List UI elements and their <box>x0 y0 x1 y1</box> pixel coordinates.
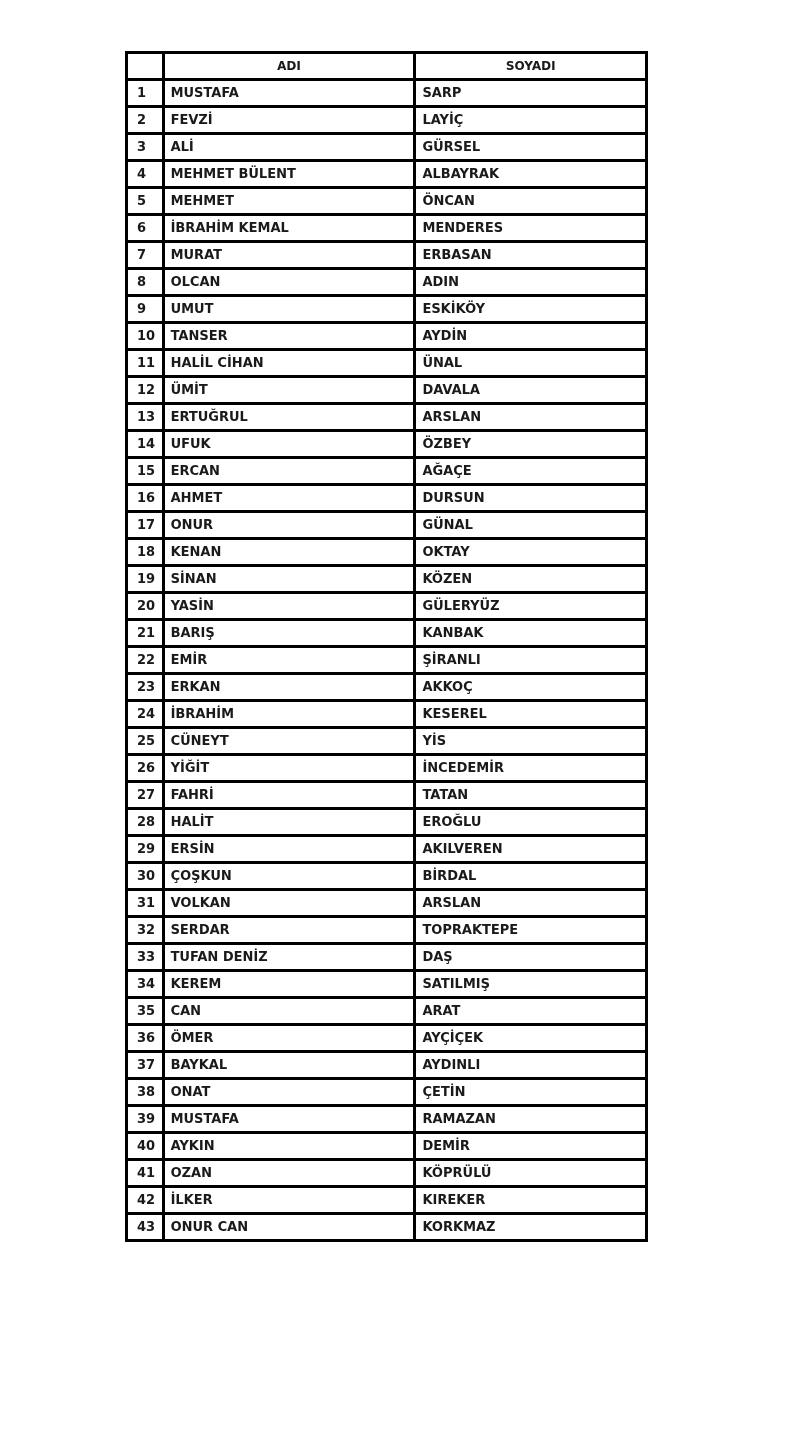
first-name-cell: FEVZİ <box>163 107 415 134</box>
table-row <box>127 566 647 593</box>
table-row <box>127 647 647 674</box>
row-number: 14 <box>127 431 164 458</box>
row-number: 38 <box>127 1079 164 1106</box>
row-number: 7 <box>127 242 164 269</box>
last-name-cell: EROĞLU <box>415 809 647 836</box>
last-name-cell: DAVALA <box>415 377 647 404</box>
table-row <box>127 620 647 647</box>
table-row <box>127 755 647 782</box>
first-name-cell: FAHRİ <box>163 782 415 809</box>
table-row <box>127 836 647 863</box>
last-name-cell: ARAT <box>415 998 647 1025</box>
first-name-cell: HALİT <box>163 809 415 836</box>
table-row <box>127 917 647 944</box>
row-number: 21 <box>127 620 164 647</box>
first-name-cell: ÖMER <box>163 1025 415 1052</box>
first-name-cell: BAYKAL <box>163 1052 415 1079</box>
row-number: 43 <box>127 1214 164 1241</box>
last-name-cell: KIREKER <box>415 1187 647 1214</box>
last-name-cell: AYDINLI <box>415 1052 647 1079</box>
last-name-cell: AKKOÇ <box>415 674 647 701</box>
last-name-cell: KESEREL <box>415 701 647 728</box>
first-name-cell: İBRAHİM <box>163 701 415 728</box>
last-name-cell: ESKİKÖY <box>415 296 647 323</box>
table-body <box>127 80 647 1241</box>
row-number: 10 <box>127 323 164 350</box>
row-number: 22 <box>127 647 164 674</box>
first-name-cell: OLCAN <box>163 269 415 296</box>
table-row <box>127 809 647 836</box>
first-name-cell: AYKIN <box>163 1133 415 1160</box>
table-row <box>127 1025 647 1052</box>
first-name-cell: YASİN <box>163 593 415 620</box>
first-name-cell: ALİ <box>163 134 415 161</box>
row-number: 4 <box>127 161 164 188</box>
table-row <box>127 1052 647 1079</box>
first-name-cell: UFUK <box>163 431 415 458</box>
last-name-cell: RAMAZAN <box>415 1106 647 1133</box>
row-number: 6 <box>127 215 164 242</box>
row-number: 16 <box>127 485 164 512</box>
last-name-cell: AYDİN <box>415 323 647 350</box>
first-name-cell: MUSTAFA <box>163 1106 415 1133</box>
last-name-cell: KÖPRÜLÜ <box>415 1160 647 1187</box>
table-row <box>127 350 647 377</box>
table-row <box>127 80 647 107</box>
table-row <box>127 1106 647 1133</box>
last-name-cell: GÜNAL <box>415 512 647 539</box>
row-number: 11 <box>127 350 164 377</box>
last-name-cell: OKTAY <box>415 539 647 566</box>
table-row <box>127 998 647 1025</box>
table-row <box>127 485 647 512</box>
row-number: 30 <box>127 863 164 890</box>
first-name-cell: MEHMET <box>163 188 415 215</box>
first-name-cell: YİĞİT <box>163 755 415 782</box>
row-number: 8 <box>127 269 164 296</box>
table-row <box>127 242 647 269</box>
row-number: 39 <box>127 1106 164 1133</box>
first-name-cell: MUSTAFA <box>163 80 415 107</box>
table-row <box>127 269 647 296</box>
row-number: 5 <box>127 188 164 215</box>
last-name-cell: KORKMAZ <box>415 1214 647 1241</box>
first-name-cell: SERDAR <box>163 917 415 944</box>
last-name-cell: MENDERES <box>415 215 647 242</box>
row-number: 27 <box>127 782 164 809</box>
first-name-cell: VOLKAN <box>163 890 415 917</box>
row-number: 36 <box>127 1025 164 1052</box>
table-row <box>127 458 647 485</box>
row-number: 26 <box>127 755 164 782</box>
row-number: 17 <box>127 512 164 539</box>
last-name-cell: TATAN <box>415 782 647 809</box>
table-row <box>127 728 647 755</box>
table-row <box>127 782 647 809</box>
last-name-cell: ADIN <box>415 269 647 296</box>
row-number: 32 <box>127 917 164 944</box>
last-name-cell: TOPRAKTEPE <box>415 917 647 944</box>
table-row <box>127 323 647 350</box>
row-number: 20 <box>127 593 164 620</box>
table-row <box>127 296 647 323</box>
row-number: 2 <box>127 107 164 134</box>
row-number: 3 <box>127 134 164 161</box>
row-number: 9 <box>127 296 164 323</box>
table-row <box>127 1187 647 1214</box>
first-name-cell: KEREM <box>163 971 415 998</box>
table-row <box>127 1160 647 1187</box>
last-name-cell: AĞAÇE <box>415 458 647 485</box>
table-row <box>127 377 647 404</box>
row-number: 1 <box>127 80 164 107</box>
first-name-cell: TANSER <box>163 323 415 350</box>
table-row <box>127 512 647 539</box>
row-number: 28 <box>127 809 164 836</box>
table-row <box>127 1133 647 1160</box>
first-name-cell: ONUR CAN <box>163 1214 415 1241</box>
first-name-cell: ÇOŞKUN <box>163 863 415 890</box>
first-name-cell: AHMET <box>163 485 415 512</box>
last-name-cell: ÖZBEY <box>415 431 647 458</box>
table-row <box>127 161 647 188</box>
row-number: 18 <box>127 539 164 566</box>
last-name-cell: AYÇİÇEK <box>415 1025 647 1052</box>
table-row <box>127 404 647 431</box>
row-number: 13 <box>127 404 164 431</box>
row-number: 29 <box>127 836 164 863</box>
first-name-cell: KENAN <box>163 539 415 566</box>
table-row <box>127 674 647 701</box>
row-number: 23 <box>127 674 164 701</box>
first-name-cell: BARIŞ <box>163 620 415 647</box>
last-name-cell: KANBAK <box>415 620 647 647</box>
names-table <box>125 51 648 1242</box>
row-number: 42 <box>127 1187 164 1214</box>
last-name-cell: YİS <box>415 728 647 755</box>
table-row <box>127 890 647 917</box>
first-name-cell: ONUR <box>163 512 415 539</box>
table-header-row <box>127 53 647 80</box>
last-name-cell: SARP <box>415 80 647 107</box>
table-row <box>127 107 647 134</box>
last-name-cell: DURSUN <box>415 485 647 512</box>
row-number: 34 <box>127 971 164 998</box>
last-name-cell: DEMİR <box>415 1133 647 1160</box>
table-row <box>127 701 647 728</box>
table-row <box>127 593 647 620</box>
row-number: 25 <box>127 728 164 755</box>
row-number: 41 <box>127 1160 164 1187</box>
table-row <box>127 215 647 242</box>
row-number: 19 <box>127 566 164 593</box>
last-name-cell: İNCEDEMİR <box>415 755 647 782</box>
first-name-cell: MEHMET BÜLENT <box>163 161 415 188</box>
last-name-cell: LAYİÇ <box>415 107 647 134</box>
first-name-cell: HALİL CİHAN <box>163 350 415 377</box>
first-name-cell: ÜMİT <box>163 377 415 404</box>
last-name-cell: ÖNCAN <box>415 188 647 215</box>
table-row <box>127 944 647 971</box>
first-name-cell: ONAT <box>163 1079 415 1106</box>
table-row <box>127 188 647 215</box>
row-number: 15 <box>127 458 164 485</box>
last-name-cell: ARSLAN <box>415 404 647 431</box>
row-number: 37 <box>127 1052 164 1079</box>
row-number: 35 <box>127 998 164 1025</box>
row-number: 40 <box>127 1133 164 1160</box>
table-row <box>127 863 647 890</box>
last-name-cell: ARSLAN <box>415 890 647 917</box>
last-name-cell: ALBAYRAK <box>415 161 647 188</box>
row-number: 12 <box>127 377 164 404</box>
row-number: 33 <box>127 944 164 971</box>
first-name-cell: UMUT <box>163 296 415 323</box>
table-row <box>127 431 647 458</box>
first-name-cell: EMİR <box>163 647 415 674</box>
first-name-cell: ERSİN <box>163 836 415 863</box>
first-name-cell: CÜNEYT <box>163 728 415 755</box>
last-name-column-header: SOYADI <box>415 53 647 80</box>
last-name-cell: GÜLERYÜZ <box>415 593 647 620</box>
first-name-column-header: ADI <box>163 53 415 80</box>
last-name-cell: BİRDAL <box>415 863 647 890</box>
last-name-cell: SATILMIŞ <box>415 971 647 998</box>
row-number: 31 <box>127 890 164 917</box>
number-column-header <box>127 53 164 80</box>
first-name-cell: MURAT <box>163 242 415 269</box>
last-name-cell: AKILVEREN <box>415 836 647 863</box>
first-name-cell: ERKAN <box>163 674 415 701</box>
first-name-cell: ERTUĞRUL <box>163 404 415 431</box>
last-name-cell: DAŞ <box>415 944 647 971</box>
last-name-cell: GÜRSEL <box>415 134 647 161</box>
last-name-cell: ÇETİN <box>415 1079 647 1106</box>
table-row <box>127 971 647 998</box>
first-name-cell: ERCAN <box>163 458 415 485</box>
first-name-cell: İBRAHİM KEMAL <box>163 215 415 242</box>
first-name-cell: OZAN <box>163 1160 415 1187</box>
first-name-cell: TUFAN DENİZ <box>163 944 415 971</box>
last-name-cell: ÜNAL <box>415 350 647 377</box>
first-name-cell: İLKER <box>163 1187 415 1214</box>
first-name-cell: CAN <box>163 998 415 1025</box>
first-name-cell: SİNAN <box>163 566 415 593</box>
table-row <box>127 1214 647 1241</box>
row-number: 24 <box>127 701 164 728</box>
table-row <box>127 539 647 566</box>
table-row <box>127 134 647 161</box>
table-row <box>127 1079 647 1106</box>
last-name-cell: KÖZEN <box>415 566 647 593</box>
last-name-cell: ERBASAN <box>415 242 647 269</box>
last-name-cell: ŞİRANLI <box>415 647 647 674</box>
